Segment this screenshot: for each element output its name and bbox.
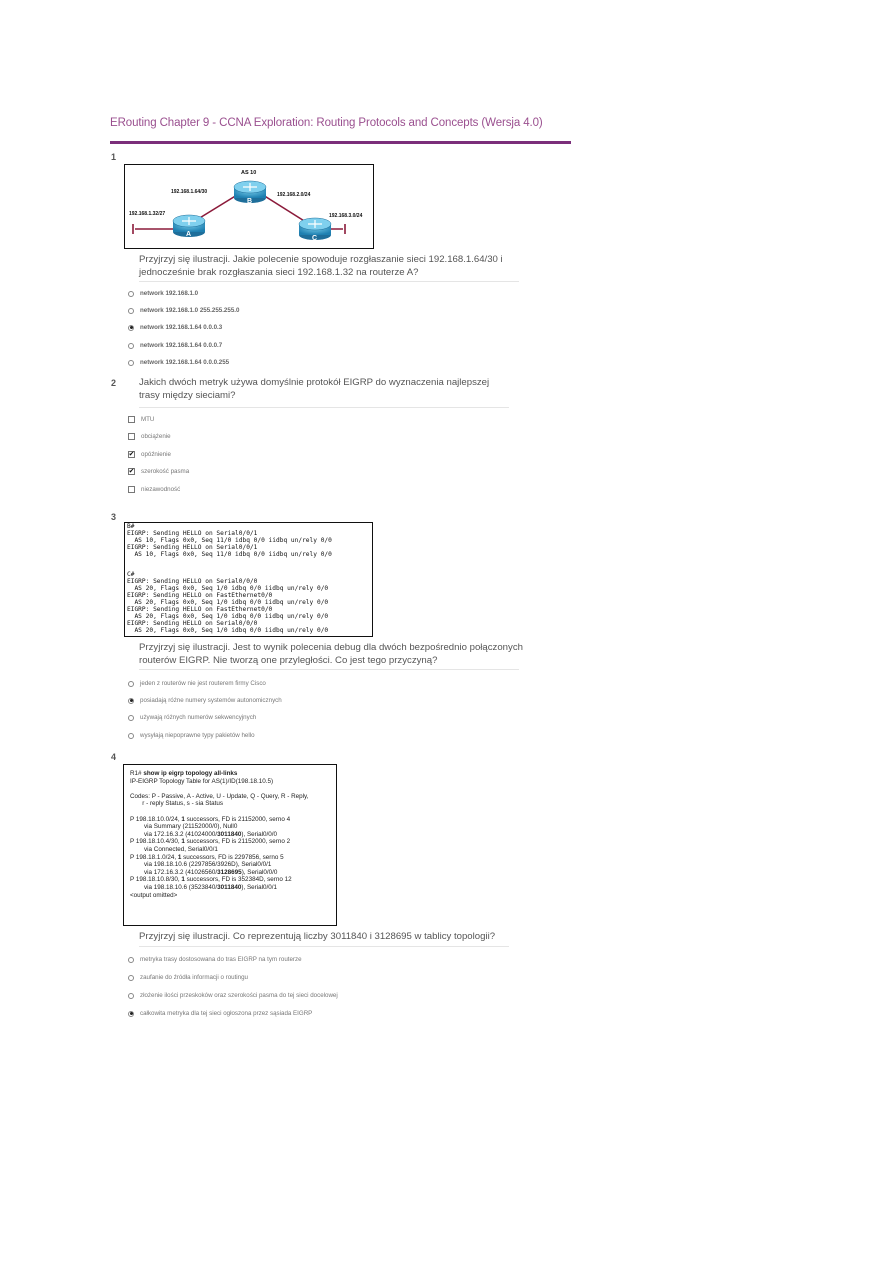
topology-line: via 198.18.10.6 (2297856/3926D), Serial0/0/1 — [143, 861, 272, 869]
topology-line: <output omitted> — [130, 891, 178, 899]
svg-text:C: C — [312, 235, 318, 242]
answer-option[interactable]: MTU — [128, 416, 154, 423]
topology-text — [124, 765, 336, 904]
network-diagram — [124, 164, 374, 249]
topology-line: via 172.16.3.2 (41026560/3128695), Serial0/0/0 — [130, 868, 278, 876]
topology-output — [123, 764, 337, 926]
answer-option[interactable]: niezawodność — [128, 486, 180, 493]
checkbox-checked[interactable]: ✔ — [128, 450, 135, 458]
question-text: Przyjrzyj się ilustracji. Jest to wynik polecenia debug dla dwóch bezpośrednio połączonych routerów EIGRP. Nie tworzą one przyległości. Co jest tego przyczyną? — [139, 642, 523, 666]
checkbox[interactable] — [128, 416, 135, 423]
topology-line: via 198.18.10.6 (3523840/3011840), Serial0/0/1 — [130, 883, 278, 891]
question-number: 3 — [111, 512, 117, 522]
answer-option[interactable]: ✔ opóźnienie — [128, 450, 171, 458]
topology-line: P 198.18.10.0/24, 1 successors, FD is 21152000, serno 4 — [130, 815, 291, 823]
radio-button-selected[interactable] — [128, 1011, 134, 1017]
topology-line: via 172.16.3.2 (41024000/3011840), Serial0/0/0 — [130, 830, 278, 838]
net-label: 192.168.3.0/24 — [329, 213, 363, 219]
topology-line: via Summary (21152000/0), Null0 — [143, 823, 238, 831]
divider — [139, 669, 519, 670]
answer-option[interactable]: metryka trasy dostosowana do tras EIGRP na tym routerze — [128, 956, 302, 963]
topology-svg — [125, 165, 373, 248]
answer-option[interactable]: network 192.168.1.64 0.0.0.255 — [128, 359, 229, 366]
topology-line: Codes: P - Passive, A - Active, U - Update, Q - Query, R - Reply, — [130, 792, 309, 800]
svg-text:A: A — [186, 231, 192, 238]
answer-option[interactable]: wysyłają niepoprawne typy pakietów hello — [128, 732, 255, 739]
net-label: 192.168.2.0/24 — [277, 192, 311, 198]
svg-text:B: B — [247, 198, 253, 205]
checkbox-checked[interactable]: ✔ — [128, 467, 135, 475]
answer-option[interactable]: ✔ szerokość pasma — [128, 467, 190, 475]
page-title: ERouting Chapter 9 - CCNA Exploration: Routing Protocols and Concepts (Wersja 4.0) — [110, 117, 543, 129]
radio-button-selected[interactable] — [128, 698, 134, 704]
topology-line: P 198.18.1.0/24, 1 successors, FD is 2297856, serno 5 — [130, 853, 284, 861]
topology-line: r - reply Status, s - sia Status — [142, 800, 224, 808]
answer-option[interactable]: network 192.168.1.0 — [128, 290, 198, 297]
answer-option[interactable]: zaufanie do źródła informacji o routingu — [128, 974, 248, 981]
divider — [139, 946, 509, 947]
answer-option[interactable]: network 192.168.1.0 255.255.255.0 — [128, 307, 239, 314]
as-label: AS 10 — [241, 170, 257, 176]
question-text: Jakich dwóch metryk używa domyślnie protokół EIGRP do wyznaczenia najlepszej trasy między sieciami? — [139, 377, 490, 401]
net-label: 192.168.1.32/27 — [129, 211, 166, 217]
topology-line: IP-EIGRP Topology Table for AS(1)/ID(198.18.10.5) — [130, 777, 274, 785]
radio-button[interactable] — [128, 957, 134, 963]
radio-button[interactable] — [128, 715, 134, 721]
radio-button[interactable] — [128, 291, 134, 297]
answer-option[interactable]: używają różnych numerów sekwencyjnych — [128, 714, 256, 721]
radio-button[interactable] — [128, 308, 134, 314]
net-label: 192.168.1.64/30 — [171, 189, 208, 195]
radio-button[interactable] — [128, 993, 134, 999]
answer-option[interactable]: posiadają różne numery systemów autonomicznych — [128, 697, 282, 704]
question-number: 1 — [111, 152, 117, 162]
checkbox[interactable] — [128, 486, 135, 493]
radio-button[interactable] — [128, 360, 134, 366]
divider — [139, 281, 519, 282]
question-number: 2 — [111, 378, 117, 388]
title-rule — [110, 141, 571, 144]
answer-option[interactable]: network 192.168.1.64 0.0.0.7 — [128, 342, 222, 349]
router-b-icon — [234, 181, 266, 205]
answer-option[interactable]: obciążenie — [128, 433, 171, 440]
question-number: 4 — [111, 752, 117, 762]
topology-line: P 198.18.10.4/30, 1 successors, FD is 21152000, serno 2 — [130, 838, 291, 846]
topology-line: P 198.18.10.8/30, 1 successors, FD is 352384D, serno 12 — [130, 876, 292, 884]
answer-option[interactable]: całkowita metryka dla tej sieci ogłoszona przez sąsiada EIGRP — [128, 1010, 312, 1017]
router-c-icon — [299, 218, 331, 242]
debug-output — [124, 522, 373, 637]
divider — [139, 407, 509, 408]
checkbox[interactable] — [128, 433, 135, 440]
answer-option[interactable]: złożenie ilości przeskoków oraz szerokości pasma do tej sieci docelowej — [128, 992, 338, 999]
debug-text: B# EIGRP: Sending HELLO on Serial0/0/1 AS 10, Flags 0x0, Seq 11/0 idbq 0/0 iidbq un/rely 0/0 EIGRP: Sending HELLO on Serial0/0/1 AS 10, Flags 0x0, Seq 11/0 idbq 0/0 iidbq un/rely 0/0 C# EIGRP: Sending HELLO on Serial0/0/0 AS 20, Flags 0x0, Seq 1/0 idbq 0/0 iidbq un/rely 0/0 EIGRP: Sending HELLO on FastEthernet0/0 AS 20, Flags 0x0, Seq 1/0 idbq 0/0 iidbq un/rely 0/0 EIGRP: Sending HELLO on FastEthernet0/0 AS 20, Flags 0x0, Seq 1/0 idbq 0/0 iidbq un/rely 0/0 EIGRP: Sending HELLO on Serial0/0/0 AS 20, Flags 0x0, Seq 1/0 idbq 0/0 iidbq un/rely 0/0 — [127, 523, 332, 634]
radio-button[interactable] — [128, 343, 134, 349]
radio-button[interactable] — [128, 975, 134, 981]
router-a-icon — [173, 215, 205, 238]
question-text: Przyjrzyj się ilustracji. Co reprezentują liczby 3011840 i 3128695 w tablicy topologii? — [139, 931, 496, 942]
radio-button[interactable] — [128, 733, 134, 739]
radio-button-selected[interactable] — [128, 325, 134, 331]
topology-line: R1# show ip eigrp topology all-links — [130, 770, 238, 777]
topology-line: via Connected, Serial0/0/1 — [143, 845, 218, 853]
question-text: Przyjrzyj się ilustracji. Jakie polecenie spowoduje rozgłaszanie sieci 192.168.1.64/30 i jednocześnie brak rozgłaszania sieci 192.168.1.32 na routerze A? — [139, 254, 503, 278]
radio-button[interactable] — [128, 681, 134, 687]
answer-option[interactable]: jeden z routerów nie jest routerem firmy Cisco — [128, 680, 266, 687]
answer-option[interactable]: network 192.168.1.64 0.0.0.3 — [128, 324, 222, 331]
